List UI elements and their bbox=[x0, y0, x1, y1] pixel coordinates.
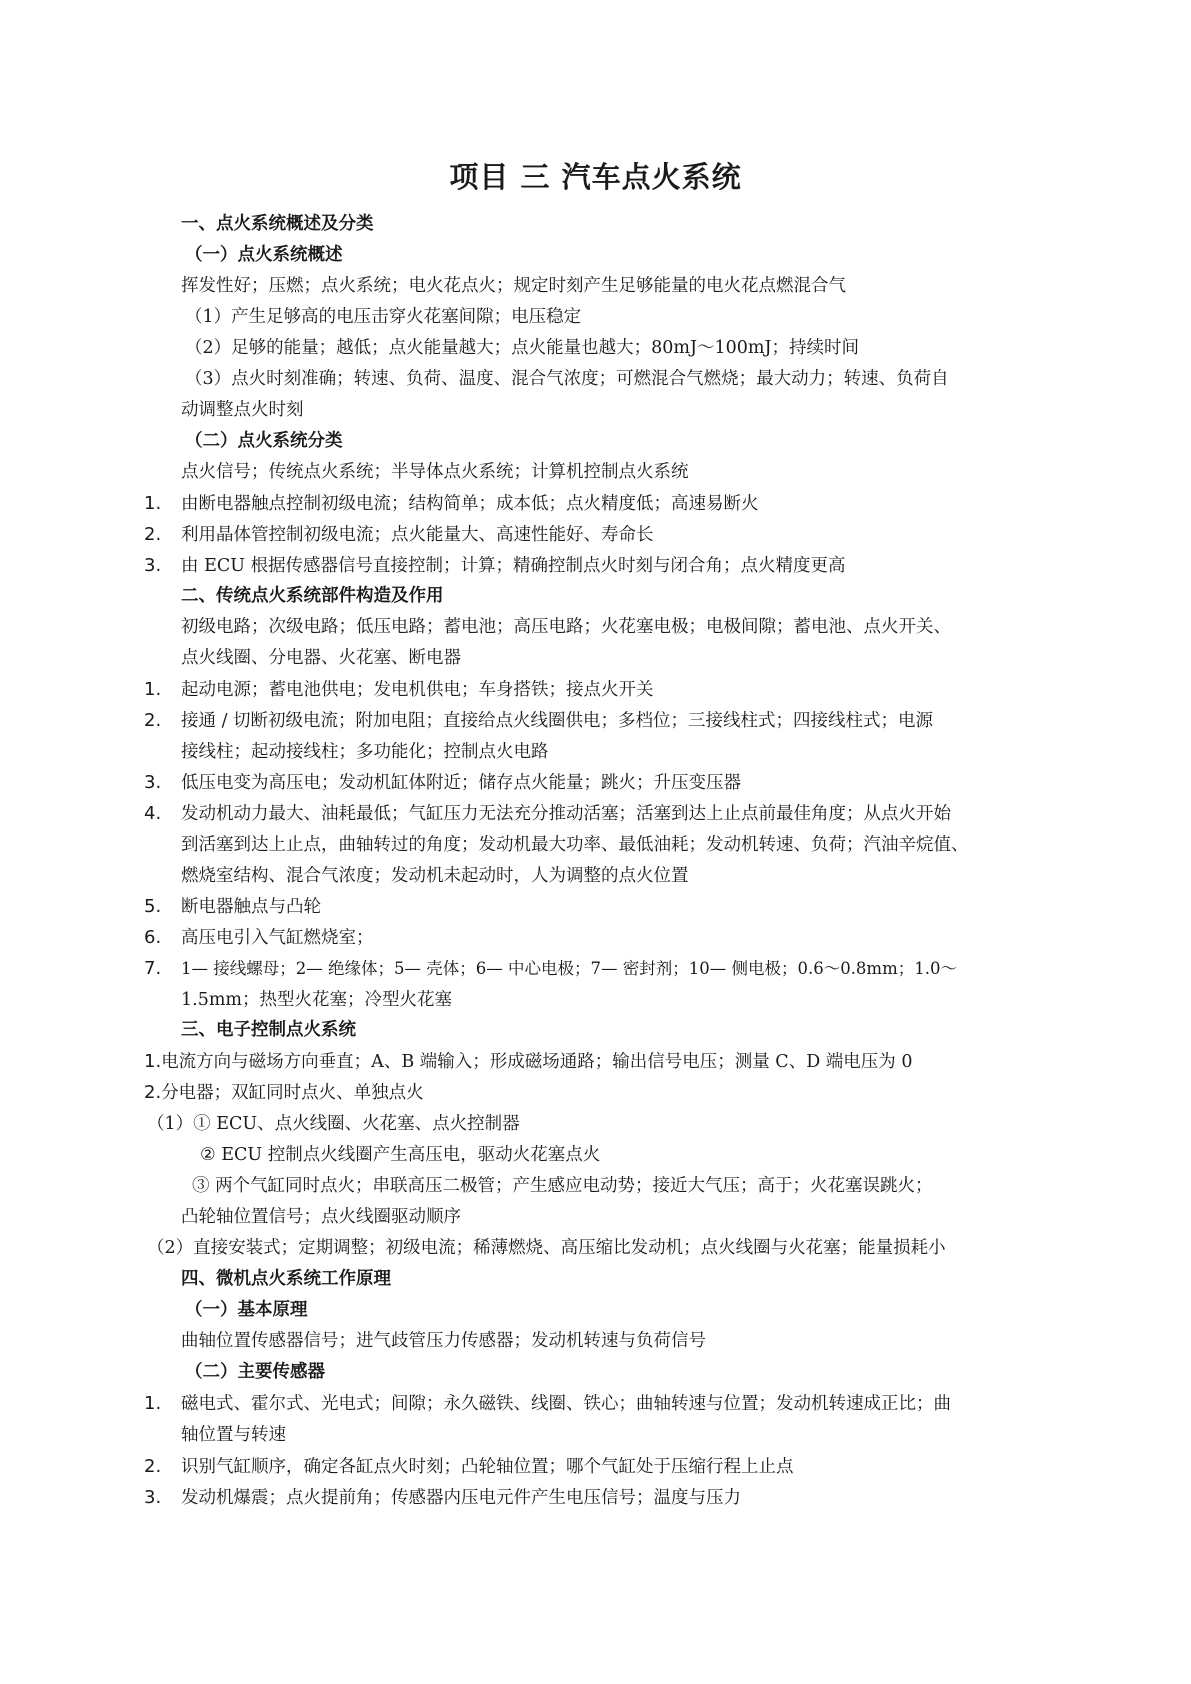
list-item: 1— 接线螺母；2— 绝缘体；5— 壳体；6— 中心电极；7— 密封剂；10— 侧电极；0.6～0.8mm；1.0～ bbox=[181, 959, 957, 978]
section-2-intro: 初级电路；次级电路；低压电路；蓄电池；高压电路；火花塞电极；电极间隙；蓄电池、点火开关、 bbox=[181, 617, 951, 637]
list-number: 2. bbox=[144, 1082, 162, 1103]
list-number: 1. bbox=[144, 1393, 162, 1414]
list-number: 1. bbox=[144, 1051, 162, 1072]
section-1-sub-2-heading: （二）点火系统分类 bbox=[185, 431, 343, 451]
list-item: 由 ECU 根据传感器信号直接控制；计算；精确控制点火时刻与闭合角；点火精度更高 bbox=[181, 556, 846, 576]
section-1-point-3-cont: 动调整点火时刻 bbox=[181, 400, 304, 420]
section-1-sub-2-intro: 点火信号；传统点火系统；半导体点火系统；计算机控制点火系统 bbox=[181, 462, 689, 482]
list-number: 5. bbox=[144, 896, 162, 917]
list-number: 3. bbox=[144, 555, 162, 576]
list-item-cont: 接线柱；起动接线柱；多功能化；控制点火电路 bbox=[181, 742, 549, 762]
list-item: 接通 / 切断初级电流；附加电阻；直接给点火线圈供电；多档位；三接线柱式；四接线柱式；电源 bbox=[181, 711, 934, 731]
list-number: 1. bbox=[144, 493, 162, 514]
list-item: 起动电源；蓄电池供电；发电机供电；车身搭铁；接点火开关 bbox=[181, 680, 654, 700]
list-item: 利用晶体管控制初级电流；点火能量大、高速性能好、寿命长 bbox=[181, 525, 654, 545]
circled-item-3: ③ 两个气缸同时点火；串联高压二极管；产生感应电动势；接近大气压；高于；火花塞误跳火； bbox=[192, 1176, 933, 1196]
sub-label: （1） bbox=[147, 1114, 194, 1134]
section-4-heading: 四、微机点火系统工作原理 bbox=[181, 1269, 391, 1289]
list-item: 断电器触点与凸轮 bbox=[181, 897, 321, 917]
section-1-point-2: （2）足够的能量；越低；点火能量越大；点火能量也越大；80mJ～100mJ；持续时间 bbox=[185, 338, 860, 358]
list-item-cont: 轴位置与转速 bbox=[181, 1425, 286, 1445]
list-number: 4. bbox=[144, 803, 162, 824]
list-number: 1. bbox=[144, 679, 162, 700]
section-2-intro-cont: 点火线圈、分电器、火花塞、断电器 bbox=[181, 648, 461, 668]
list-item: 由断电器触点控制初级电流；结构简单；成本低；点火精度低；高速易断火 bbox=[181, 494, 759, 514]
list-number: 3. bbox=[144, 1487, 162, 1508]
list-item: 电流方向与磁场方向垂直；A、B 端输入；形成磁场通路；输出信号电压；测量 C、D 端电压为 0 bbox=[161, 1052, 913, 1072]
section-1-point-1: （1）产生足够高的电压击穿火花塞间隙；电压稳定 bbox=[185, 307, 582, 327]
section-3-heading: 三、电子控制点火系统 bbox=[181, 1020, 356, 1040]
list-item-cont: 燃烧室结构、混合气浓度；发动机未起动时，人为调整的点火位置 bbox=[181, 866, 689, 886]
section-1-sub-1-heading: （一）点火系统概述 bbox=[185, 245, 343, 265]
list-item-cont: 到活塞到达上止点，曲轴转过的角度；发动机最大功率、最低油耗；发动机转速、负荷；汽油辛烷值、 bbox=[181, 835, 969, 855]
list-item-cont: 1.5mm；热型火花塞；冷型火花塞 bbox=[181, 990, 453, 1010]
circled-item-3-cont: 凸轮轴位置信号；点火线圈驱动顺序 bbox=[181, 1207, 461, 1227]
list-number: 2. bbox=[144, 1456, 162, 1477]
section-1-intro: 挥发性好；压燃；点火系统；电火花点火；规定时刻产生足够能量的电火花点燃混合气 bbox=[181, 276, 846, 296]
list-item: 识别气缸顺序，确定各缸点火时刻；凸轮轴位置；哪个气缸处于压缩行程上止点 bbox=[181, 1457, 794, 1477]
list-number: 3. bbox=[144, 772, 162, 793]
list-item: 高压电引入气缸燃烧室； bbox=[181, 928, 374, 948]
list-item: 发动机动力最大、油耗最低；气缸压力无法充分推动活塞；活塞到达上止点前最佳角度；从点火开始 bbox=[181, 804, 951, 824]
circled-item-2: ② ECU 控制点火线圈产生高压电，驱动火花塞点火 bbox=[200, 1145, 601, 1165]
section-1-point-3: （3）点火时刻准确；转速、负荷、温度、混合气浓度；可燃混合气燃烧；最大动力；转速、负荷自 bbox=[185, 369, 949, 389]
list-item: 发动机爆震；点火提前角；传感器内压电元件产生电压信号；温度与压力 bbox=[181, 1488, 741, 1508]
list-item: 磁电式、霍尔式、光电式；间隙；永久磁铁、线圈、铁心；曲轴转速与位置；发动机转速成正比；曲 bbox=[181, 1394, 951, 1414]
section-4-sub-2-heading: （二）主要传感器 bbox=[185, 1362, 325, 1382]
list-item: 分电器；双缸同时点火、单独点火 bbox=[161, 1083, 424, 1103]
list-number: 2. bbox=[144, 524, 162, 545]
list-number: 6. bbox=[144, 927, 162, 948]
section-1-heading: 一、点火系统概述及分类 bbox=[181, 214, 374, 234]
section-4-sub-1-text: 曲轴位置传感器信号；进气歧管压力传感器；发动机转速与负荷信号 bbox=[181, 1331, 706, 1351]
page-title: 项目 三 汽车点火系统 bbox=[449, 160, 742, 194]
section-2-heading: 二、传统点火系统部件构造及作用 bbox=[181, 586, 444, 606]
section-4-sub-1-heading: （一）基本原理 bbox=[185, 1300, 308, 1320]
section-3-sub-2: （2）直接安装式；定期调整；初级电流；稀薄燃烧、高压缩比发动机；点火线圈与火花塞；能量损耗小 bbox=[147, 1238, 946, 1258]
list-item: 低压电变为高压电；发动机缸体附近；储存点火能量；跳火；升压变压器 bbox=[181, 773, 741, 793]
list-number: 2. bbox=[144, 710, 162, 731]
circled-item-1: ① ECU、点火线圈、火花塞、点火控制器 bbox=[193, 1114, 520, 1134]
list-number: 7. bbox=[144, 958, 162, 979]
